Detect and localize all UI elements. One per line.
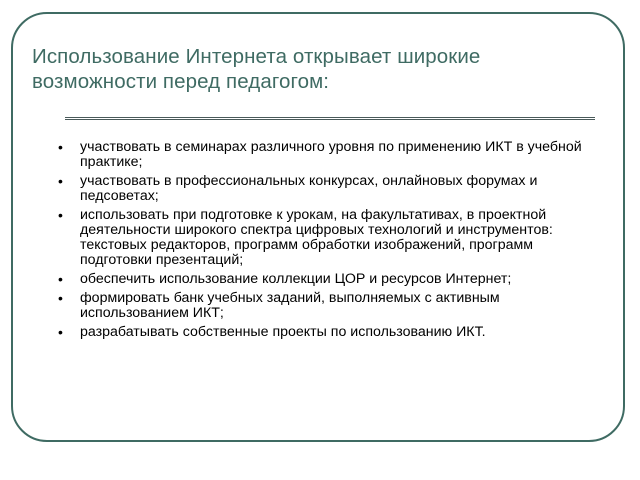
bullet-list: [56, 140, 596, 344]
list-item: [56, 272, 596, 287]
list-item-text: участвовать в семинарах различного уровня по применению ИКТ в учебной практике;: [80, 139, 582, 170]
list-item-text: участвовать в профессиональных конкурсах, онлайновых форумах и педсоветах;: [80, 173, 538, 204]
list-item: [56, 325, 596, 340]
list-item: [56, 291, 596, 321]
list-item: [56, 208, 596, 268]
list-item-text: формировать банк учебных заданий, выполняемых с активным использованием ИКТ;: [80, 290, 500, 321]
list-item: [56, 174, 596, 204]
bullet-dot-icon: •: [58, 290, 63, 306]
bullet-dot-icon: •: [58, 207, 63, 223]
title-divider: [65, 117, 595, 120]
bullet-dot-icon: •: [58, 271, 63, 287]
bullet-dot-icon: •: [58, 173, 63, 189]
bullet-dot-icon: •: [58, 324, 63, 340]
list-item-text: обеспечить использование коллекции ЦОР и ресурсов Интернет;: [80, 271, 512, 287]
bullet-dot-icon: •: [58, 139, 63, 155]
list-item-text: использовать при подготовке к урокам, на факультативах, в проектной деятельности широкого спектра цифровых технологий и инструментов: текстовых редакторов, программ обработки изображений, программ подготовки презентаций;: [80, 207, 553, 268]
list-item-text: разрабатывать собственные проекты по использованию ИКТ.: [80, 324, 486, 340]
list-item: [56, 140, 596, 170]
slide-title: Использование Интернета открывает широкие возможности перед педагогом:: [32, 45, 481, 93]
